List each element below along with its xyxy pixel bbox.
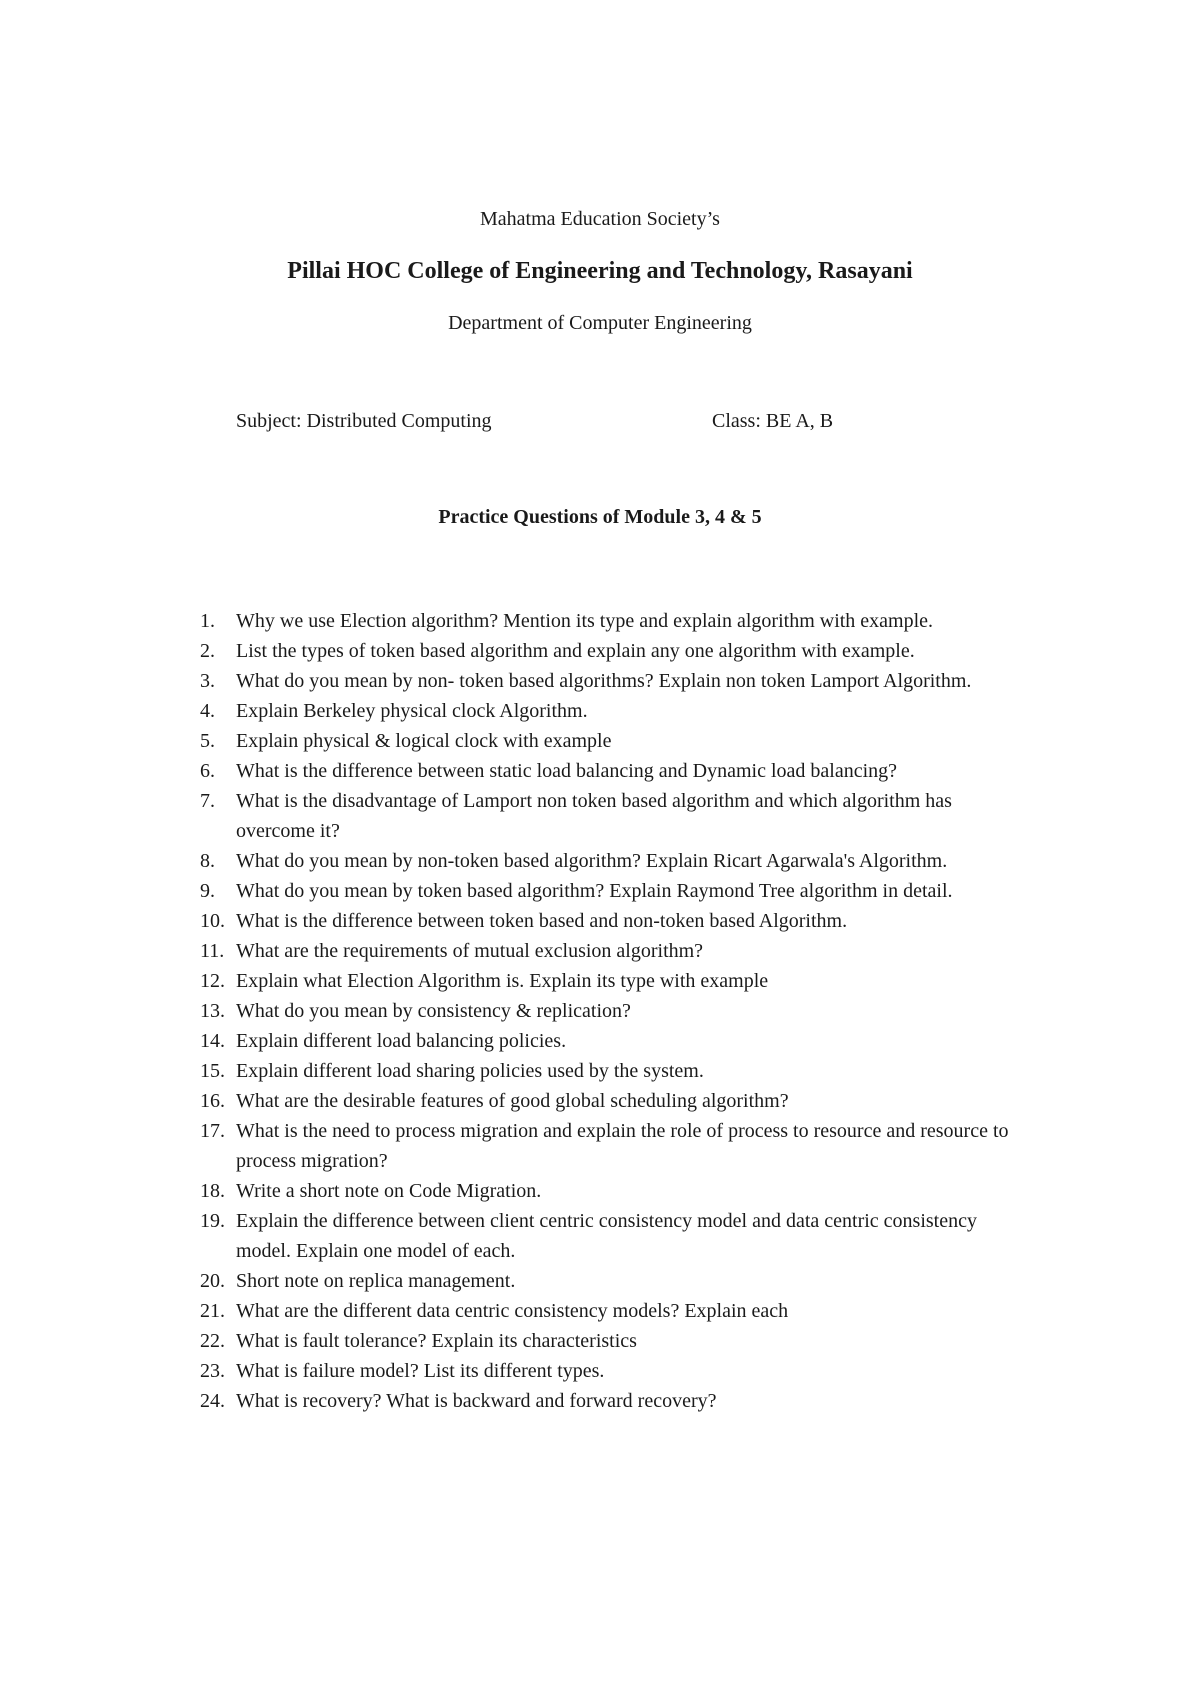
question-text: What are the desirable features of good global scheduling algorithm? [236,1090,789,1112]
question-text: Explain different load balancing policies. [236,1030,567,1052]
question-item [200,1056,1030,1086]
question-item [200,1296,1030,1326]
question-text: Write a short note on Code Migration. [236,1180,542,1202]
question-text: What do you mean by non-token based algorithm? Explain Ricart Agarwala's Algorithm. [236,850,948,872]
question-item [200,606,1030,636]
question-number: 15. [200,1060,225,1082]
question-number: 13. [200,1000,225,1022]
question-item [200,696,1030,726]
question-item [200,876,1030,906]
page-heading: Practice Questions of Module 3, 4 & 5 [438,506,762,528]
question-item [200,756,1030,786]
question-text: Explain Berkeley physical clock Algorithm. [236,700,588,722]
question-number: 10. [200,910,225,932]
question-text: What is the need to process migration and explain the role of process to resource and resource to process migration? [236,1120,1009,1172]
question-text: Short note on replica management. [236,1270,516,1292]
question-text: List the types of token based algorithm and explain any one algorithm with example. [236,640,915,662]
question-number: 2. [200,640,215,662]
question-text: What is recovery? What is backward and forward recovery? [236,1390,717,1412]
question-number: 24. [200,1390,225,1412]
question-text: What is fault tolerance? Explain its characteristics [236,1330,637,1352]
question-item [200,1026,1030,1056]
college-name: Pillai HOC College of Engineering and Technology, Rasayani [287,258,913,284]
question-item [200,1326,1030,1356]
question-text: What do you mean by non- token based algorithms? Explain non token Lamport Algorithm. [236,670,972,692]
question-text: Explain the difference between client centric consistency model and data centric consistency model. Explain one model of each. [236,1210,977,1262]
question-item [200,906,1030,936]
question-number: 18. [200,1180,225,1202]
question-item [200,936,1030,966]
question-text: What are the requirements of mutual exclusion algorithm? [236,940,704,962]
question-item [200,1116,1030,1176]
question-number: 3. [200,670,215,692]
question-number: 8. [200,850,215,872]
question-item [200,846,1030,876]
question-number: 12. [200,970,225,992]
question-number: 22. [200,1330,225,1352]
question-item [200,1386,1030,1416]
question-text: What is the difference between token based and non-token based Algorithm. [236,910,848,932]
question-number: 20. [200,1270,225,1292]
question-item [200,1206,1030,1266]
question-item [200,1176,1030,1206]
question-item [200,666,1030,696]
question-item [200,996,1030,1026]
question-text: Explain what Election Algorithm is. Explain its type with example [236,970,769,992]
question-number: 11. [200,940,225,962]
question-number: 9. [200,880,215,902]
question-number: 7. [200,790,215,812]
department-name: Department of Computer Engineering [448,312,752,334]
question-text: What is failure model? List its different types. [236,1360,605,1382]
question-text: What do you mean by token based algorithm? Explain Raymond Tree algorithm in detail. [236,880,953,902]
question-text: What do you mean by consistency & replication? [236,1000,631,1022]
subject-label: Subject: Distributed Computing [236,410,492,432]
question-number: 17. [200,1120,225,1142]
question-number: 4. [200,700,215,722]
question-item [200,636,1030,666]
question-number: 16. [200,1090,225,1112]
question-list [200,606,1030,1416]
question-number: 21. [200,1300,225,1322]
question-number: 1. [200,610,215,632]
class-label: Class: BE A, B [712,410,834,432]
question-number: 14. [200,1030,225,1052]
question-item [200,966,1030,996]
question-text: What are the different data centric consistency models? Explain each [236,1300,789,1322]
question-text: What is the disadvantage of Lamport non token based algorithm and which algorithm has overcome it? [236,790,952,842]
question-text: Explain physical & logical clock with example [236,730,612,752]
question-number: 6. [200,760,215,782]
question-item [200,1266,1030,1296]
question-item [200,786,1030,846]
question-item [200,1356,1030,1386]
question-number: 23. [200,1360,225,1382]
question-number: 5. [200,730,215,752]
question-text: Why we use Election algorithm? Mention its type and explain algorithm with example. [236,610,934,632]
question-item [200,1086,1030,1116]
question-number: 19. [200,1210,225,1232]
question-text: What is the difference between static load balancing and Dynamic load balancing? [236,760,898,782]
question-item [200,726,1030,756]
question-text: Explain different load sharing policies used by the system. [236,1060,704,1082]
society-name: Mahatma Education Society’s [480,208,720,230]
